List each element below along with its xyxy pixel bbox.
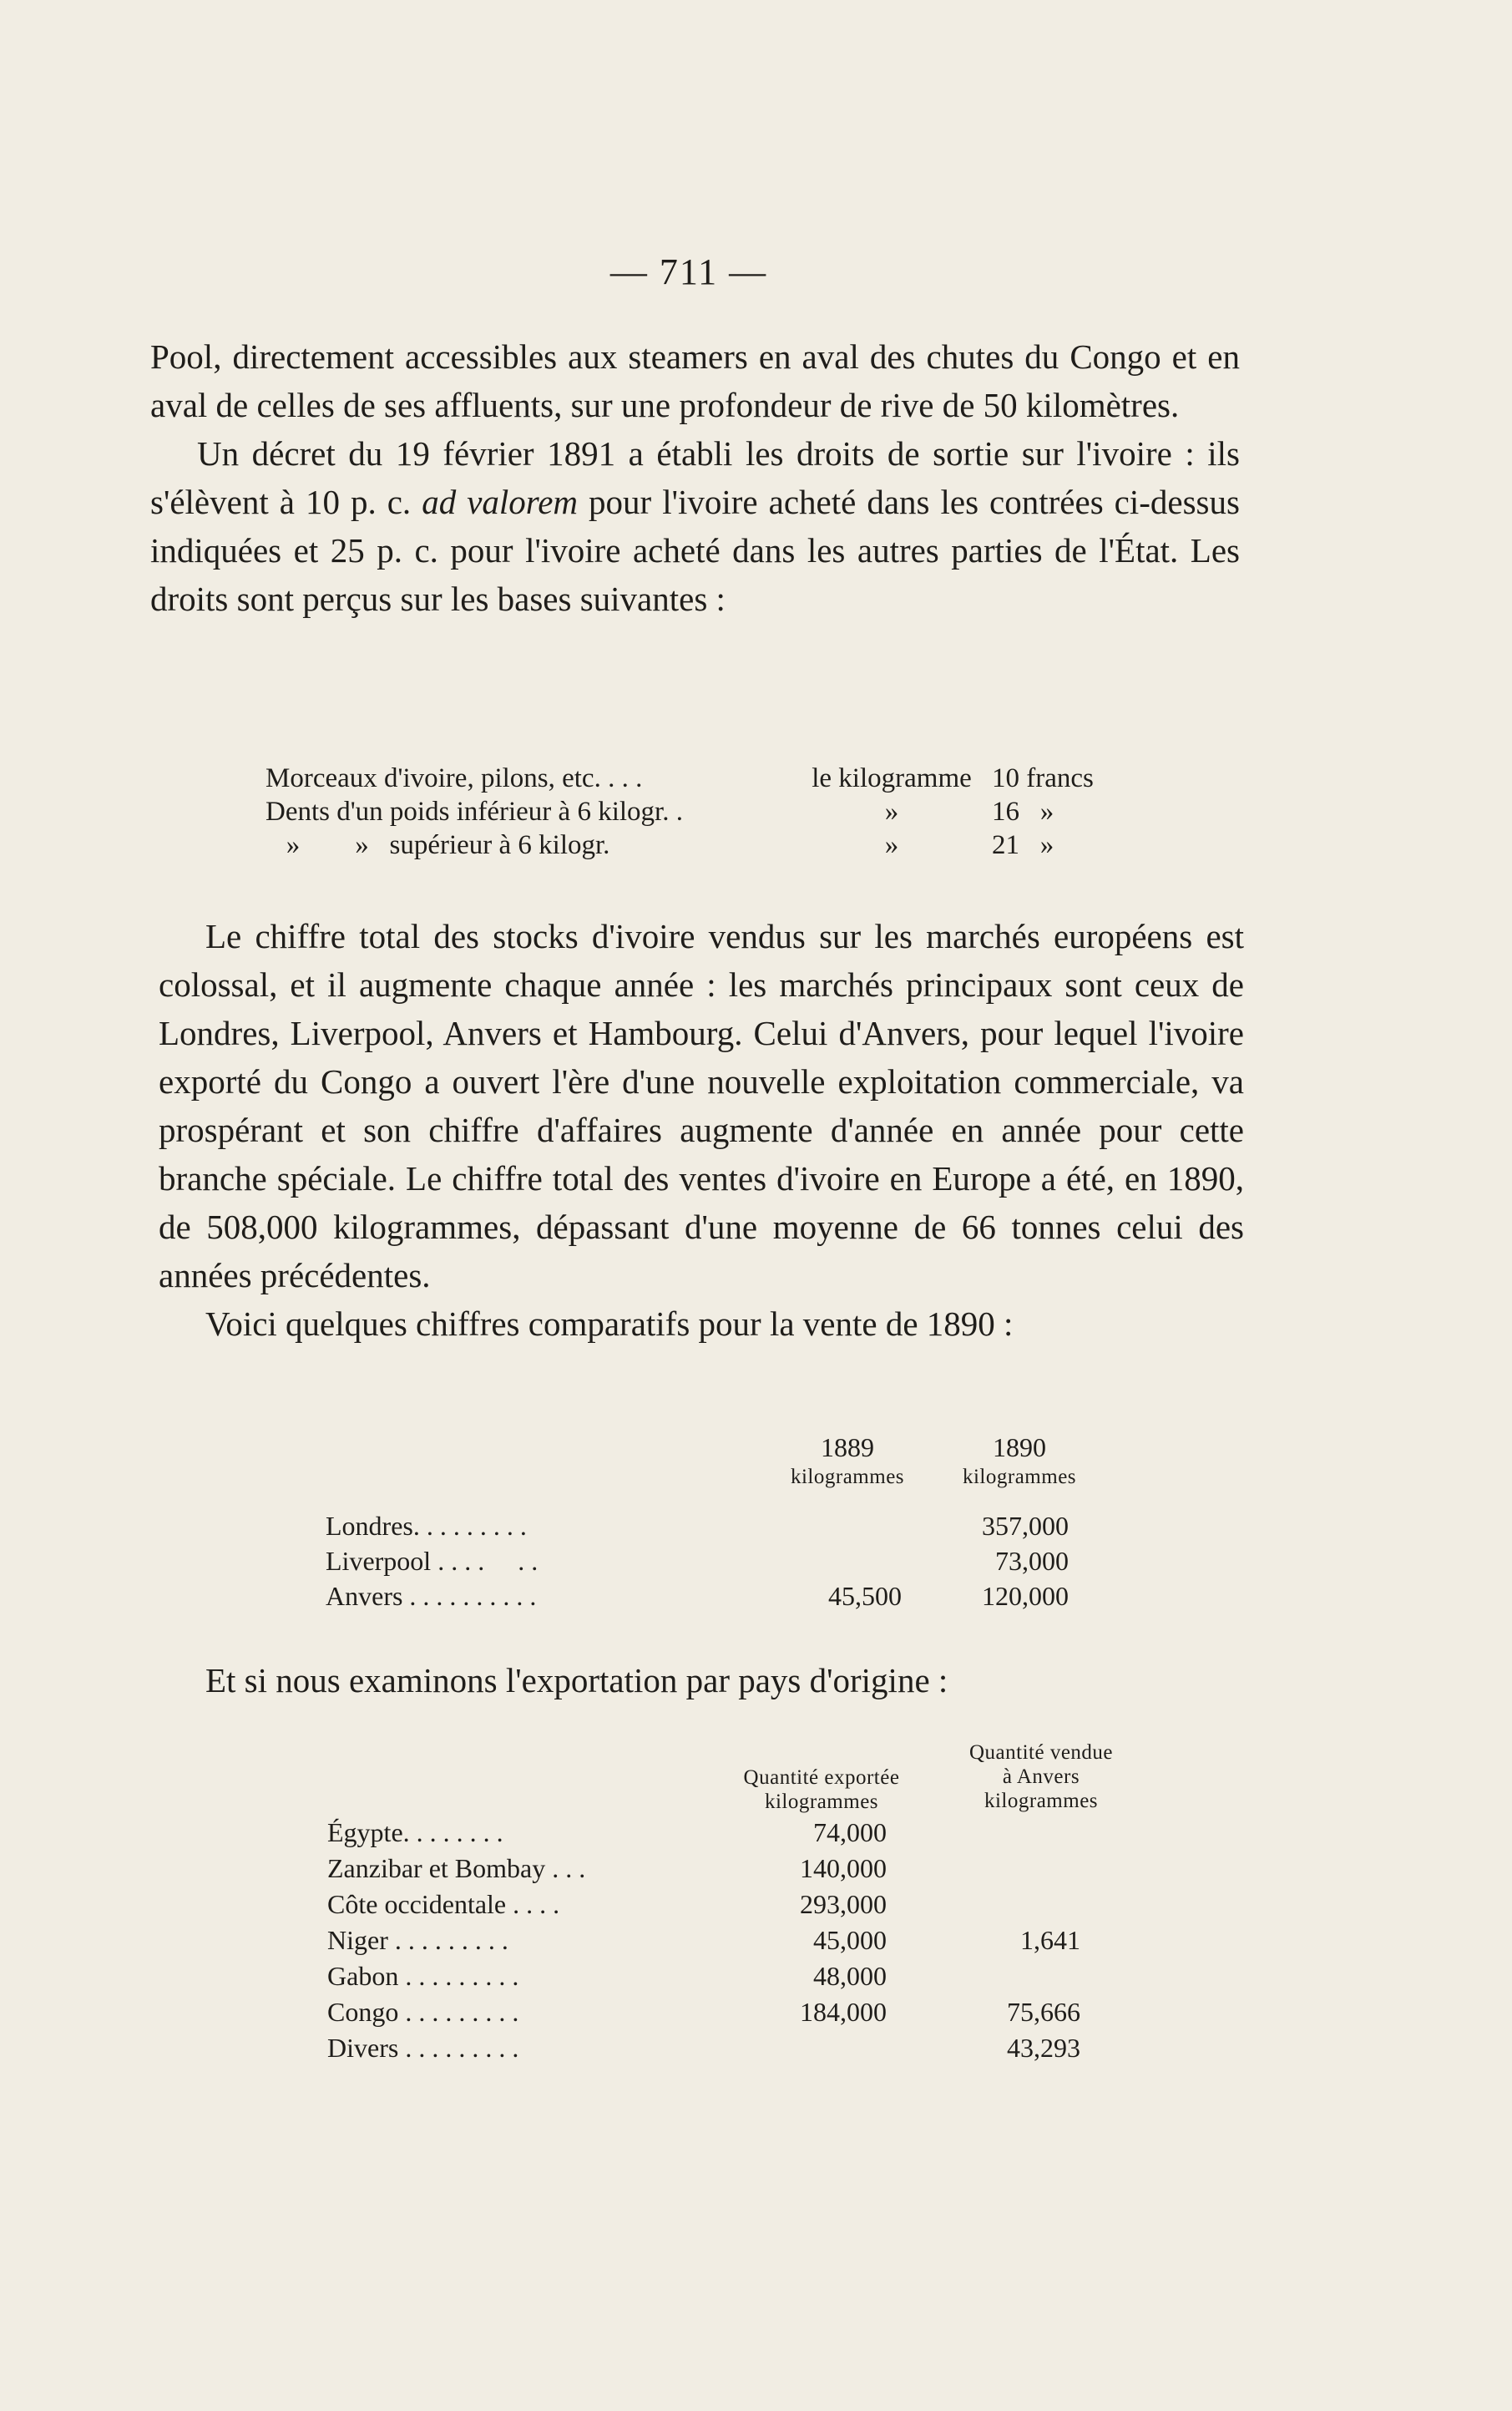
exported-value: 74,000 bbox=[813, 1817, 887, 1847]
value-1890: 357,000 bbox=[982, 1511, 1069, 1541]
country-name: Côte occidentale . . . . bbox=[327, 1889, 560, 1919]
header-year-1890: 1890 bbox=[993, 1432, 1046, 1462]
latin-phrase: ad valorem bbox=[422, 483, 579, 521]
sold-value: 1,641 bbox=[1020, 1925, 1080, 1955]
duty-unit: » bbox=[884, 797, 899, 827]
country-name: Égypte. . . . . . . . bbox=[327, 1817, 503, 1847]
header-line: Quantité vendue bbox=[968, 1741, 1114, 1764]
country-name: Gabon . . . . . . . . . bbox=[327, 1961, 519, 1991]
market-name: Anvers . . . . . . . . . . bbox=[326, 1581, 537, 1611]
header-line: à Anvers bbox=[1002, 1765, 1080, 1788]
paragraph: Pool, directement accessibles aux steamers en aval des chutes du Congo et en aval de celles de ses affluents, sur une profondeur de rive de 50 kilomètres. bbox=[150, 337, 1240, 424]
value-1890: 120,000 bbox=[982, 1581, 1069, 1611]
exported-value: 45,000 bbox=[813, 1925, 887, 1955]
exported-value: 48,000 bbox=[813, 1961, 887, 1991]
country-name: Congo . . . . . . . . . bbox=[327, 1997, 519, 2027]
duty-item: Dents d'un poids inférieur à 6 kilogr. . bbox=[265, 797, 683, 827]
market-name: Londres. . . . . . . . . bbox=[326, 1511, 527, 1541]
header-unit: kilogrammes bbox=[790, 1466, 905, 1488]
sold-value: 43,293 bbox=[1007, 2033, 1080, 2063]
duty-price: 10 francs bbox=[992, 763, 1094, 793]
duty-row bbox=[265, 762, 1184, 795]
origin-table-header bbox=[327, 1737, 1246, 1817]
decree-text: Un décret du 19 février 1891 a établi les droits de sortie sur l'ivoire : ils s'élèvent à 10 p. c. bbox=[150, 434, 1240, 521]
country-name: Niger . . . . . . . . . bbox=[327, 1925, 508, 1955]
paragraph-decree bbox=[150, 429, 1240, 623]
market-text bbox=[159, 912, 1244, 1348]
duty-row bbox=[265, 828, 1184, 862]
paragraph: Et si nous examinons l'exportation par pays d'origine : bbox=[205, 1661, 948, 1699]
header-line: kilogrammes bbox=[764, 1791, 879, 1813]
header-sold-antwerp bbox=[941, 1740, 1141, 1813]
table-row bbox=[326, 1546, 1161, 1581]
header-exported bbox=[721, 1765, 922, 1814]
table-row bbox=[327, 1997, 1246, 2033]
sales-table-header bbox=[326, 1432, 1161, 1511]
header-line: kilogrammes bbox=[984, 1790, 1099, 1812]
value-1889: 45,500 bbox=[828, 1581, 902, 1611]
table-row bbox=[327, 1889, 1246, 1925]
table-row bbox=[327, 1853, 1246, 1889]
country-name: Divers . . . . . . . . . bbox=[327, 2033, 519, 2063]
value-1890: 73,000 bbox=[995, 1546, 1069, 1576]
table-row bbox=[327, 1925, 1246, 1961]
duty-unit: » bbox=[884, 830, 899, 860]
paragraph: Le chiffre total des stocks d'ivoire vendus sur les marchés européens est colossal, et il augmente chaque année : les marchés principaux sont ceux de Londres, Liverpool, Anvers et Hambourg. Celui d'Anvers, pour lequel l'ivoire exporté du Congo a ouvert l'ère d'une nouvelle exploitation commerciale, va prospérant et son chiffre d'affaires augmente d'année en année pour cette branche spéciale. Le chiffre total des ventes d'ivoire en Europe a été, en 1890, de 508,000 kilogrammes, dépassant d'une moyenne de 66 tonnes celui des années précédentes. bbox=[159, 917, 1244, 1294]
intro-text bbox=[150, 332, 1240, 623]
table-row bbox=[327, 1817, 1246, 1853]
duty-table bbox=[265, 762, 1184, 862]
country-name: Zanzibar et Bombay . . . bbox=[327, 1853, 586, 1883]
duty-unit: le kilogramme bbox=[812, 763, 972, 793]
page-number: — 711 — bbox=[609, 251, 768, 292]
duty-price: 16 » bbox=[992, 797, 1054, 827]
header-year-1889: 1889 bbox=[821, 1432, 874, 1462]
sold-value: 75,666 bbox=[1007, 1997, 1080, 2027]
market-name: Liverpool . . . . . . bbox=[326, 1546, 539, 1576]
table-row bbox=[326, 1511, 1161, 1546]
exported-value: 293,000 bbox=[800, 1889, 887, 1919]
header-unit: kilogrammes bbox=[962, 1466, 1077, 1488]
table-row bbox=[326, 1581, 1161, 1616]
sales-table bbox=[326, 1432, 1161, 1616]
duty-item: » » supérieur à 6 kilogr. bbox=[265, 830, 610, 860]
table-row bbox=[327, 2033, 1246, 2069]
decree-text-cont: pour l'ivoire acheté dans les contrées ci-dessus indiquées et 25 p. c. pour l'ivoire acheté dans les autres parties de l'État. Les droits sont perçus sur les bases suivantes : bbox=[150, 483, 1240, 618]
exported-value: 140,000 bbox=[800, 1853, 887, 1883]
header-line: Quantité exportée bbox=[743, 1766, 900, 1789]
paragraph: Voici quelques chiffres comparatifs pour la vente de 1890 : bbox=[205, 1304, 1014, 1343]
duty-item: Morceaux d'ivoire, pilons, etc. . . . bbox=[265, 763, 643, 793]
duty-row bbox=[265, 795, 1184, 828]
origin-table bbox=[327, 1737, 1246, 2069]
duty-price: 21 » bbox=[992, 830, 1054, 860]
table-row bbox=[327, 1961, 1246, 1997]
origin-intro bbox=[159, 1656, 1244, 1704]
exported-value: 184,000 bbox=[800, 1997, 887, 2027]
